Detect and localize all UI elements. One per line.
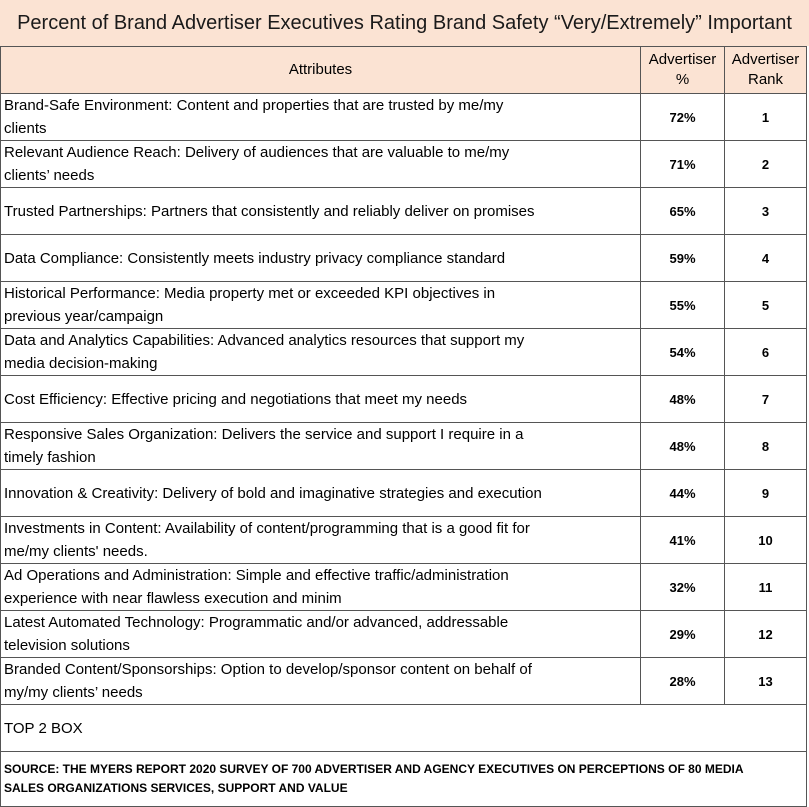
- advertiser-rank-cell: 11: [725, 564, 807, 611]
- attribute-text-line1: Relevant Audience Reach: Delivery of audiences that are valuable to me/my: [4, 144, 510, 161]
- table-row: [1, 423, 807, 470]
- advertiser-pct-header: [641, 47, 725, 94]
- attribute-cell: [1, 329, 641, 376]
- advertiser-rank-cell: 5: [725, 282, 807, 329]
- attributes-header: Attributes: [1, 47, 641, 94]
- table-row: [1, 141, 807, 188]
- table-row: [1, 282, 807, 329]
- attribute-text-line1: Data Compliance: Consistently meets industry privacy compliance standard: [4, 249, 506, 267]
- attribute-cell: [1, 94, 641, 141]
- attribute-cell: [1, 188, 641, 235]
- table-row: [1, 517, 807, 564]
- attribute-cell: [1, 611, 641, 658]
- attribute-text-line1: Cost Efficiency: Effective pricing and negotiations that meet my needs: [4, 390, 468, 408]
- table-row: [1, 188, 807, 235]
- attribute-text-line2: me/my clients' needs.: [4, 543, 148, 560]
- attribute-text-line1: Investments in Content: Availability of content/programming that is a good fit for: [4, 520, 530, 537]
- advertiser-rank-cell: 13: [725, 658, 807, 705]
- attribute-text-line2: experience with near flawless execution and minim: [4, 590, 342, 607]
- advertiser-pct-cell: 65%: [641, 188, 725, 235]
- table-row: [1, 376, 807, 423]
- advertiser-pct-cell: 32%: [641, 564, 725, 611]
- advertiser-rank-header-line1: Advertiser: [731, 51, 800, 68]
- advertiser-pct-cell: 71%: [641, 141, 725, 188]
- advertiser-pct-cell: 55%: [641, 282, 725, 329]
- attribute-cell: [1, 564, 641, 611]
- advertiser-rank-header-line2: Rank: [747, 71, 784, 88]
- advertiser-pct-cell: 48%: [641, 423, 725, 470]
- attribute-cell: [1, 376, 641, 423]
- advertiser-rank-cell: 8: [725, 423, 807, 470]
- attribute-text-line2: previous year/campaign: [4, 308, 164, 325]
- attribute-text-line1: Historical Performance: Media property met or exceeded KPI objectives in: [4, 285, 496, 302]
- brand-safety-table: [0, 46, 807, 807]
- advertiser-rank-cell: 9: [725, 470, 807, 517]
- attribute-text-line1: Trusted Partnerships: Partners that consistently and reliably deliver on promises: [4, 202, 535, 220]
- advertiser-pct-cell: 44%: [641, 470, 725, 517]
- advertiser-pct-cell: 29%: [641, 611, 725, 658]
- attribute-text-line2: media decision-making: [4, 355, 158, 372]
- advertiser-rank-header: [725, 47, 807, 94]
- attribute-text-line2: clients’ needs: [4, 167, 95, 184]
- table-row: [1, 235, 807, 282]
- attribute-cell: [1, 235, 641, 282]
- advertiser-pct-cell: 28%: [641, 658, 725, 705]
- table-row: [1, 94, 807, 141]
- attribute-cell: [1, 141, 641, 188]
- advertiser-rank-cell: 10: [725, 517, 807, 564]
- advertiser-pct-header-line1: Advertiser: [648, 51, 717, 68]
- table-row: [1, 564, 807, 611]
- attribute-cell: [1, 423, 641, 470]
- table-row: [1, 611, 807, 658]
- attribute-text-line1: Innovation & Creativity: Delivery of bold and imaginative strategies and execution: [4, 484, 542, 502]
- advertiser-pct-cell: 48%: [641, 376, 725, 423]
- advertiser-rank-cell: 7: [725, 376, 807, 423]
- advertiser-pct-cell: 72%: [641, 94, 725, 141]
- attribute-text-line2: television solutions: [4, 637, 130, 654]
- top-2-box-row: [1, 705, 807, 752]
- advertiser-rank-cell: 1: [725, 94, 807, 141]
- advertiser-rank-cell: 4: [725, 235, 807, 282]
- advertiser-rank-cell: 6: [725, 329, 807, 376]
- table-body: [1, 94, 807, 705]
- source-note: [1, 752, 807, 807]
- advertiser-pct-header-line2: %: [675, 71, 690, 88]
- advertiser-rank-cell: 3: [725, 188, 807, 235]
- attribute-text-line1: Data and Analytics Capabilities: Advanced analytics resources that support my: [4, 332, 525, 349]
- attribute-cell: [1, 658, 641, 705]
- table-row: [1, 658, 807, 705]
- attribute-text-line1: Ad Operations and Administration: Simple and effective traffic/administration: [4, 567, 509, 584]
- table-row: [1, 470, 807, 517]
- attribute-cell: [1, 517, 641, 564]
- source-line-2: SALES ORGANIZATIONS SERVICES, SUPPORT AND VALUE: [4, 781, 348, 795]
- header-row: [1, 47, 807, 94]
- advertiser-pct-cell: 54%: [641, 329, 725, 376]
- attribute-text-line1: Latest Automated Technology: Programmatic and/or advanced, addressable: [4, 614, 509, 631]
- attribute-text-line2: clients: [4, 120, 47, 137]
- top-2-box-label: TOP 2 BOX: [1, 705, 807, 752]
- advertiser-rank-cell: 2: [725, 141, 807, 188]
- attribute-text-line1: Brand-Safe Environment: Content and properties that are trusted by me/my: [4, 97, 504, 114]
- attribute-text-line2: my/my clients’ needs: [4, 684, 143, 701]
- chart-title: Percent of Brand Advertiser Executives Rating Brand Safety “Very/Extremely” Important: [0, 0, 809, 46]
- advertiser-pct-cell: 59%: [641, 235, 725, 282]
- table-row: [1, 329, 807, 376]
- advertiser-rank-cell: 12: [725, 611, 807, 658]
- attribute-text-line1: Branded Content/Sponsorships: Option to develop/sponsor content on behalf of: [4, 661, 532, 678]
- source-row: [1, 752, 807, 807]
- advertiser-pct-cell: 41%: [641, 517, 725, 564]
- attribute-cell: [1, 282, 641, 329]
- attribute-text-line2: timely fashion: [4, 449, 96, 466]
- attribute-cell: [1, 470, 641, 517]
- attribute-text-line1: Responsive Sales Organization: Delivers the service and support I require in a: [4, 426, 524, 443]
- source-line-1: SOURCE: THE MYERS REPORT 2020 SURVEY OF 700 ADVERTISER AND AGENCY EXECUTIVES ON PERCEPTIONS OF 80 MEDIA: [4, 762, 744, 776]
